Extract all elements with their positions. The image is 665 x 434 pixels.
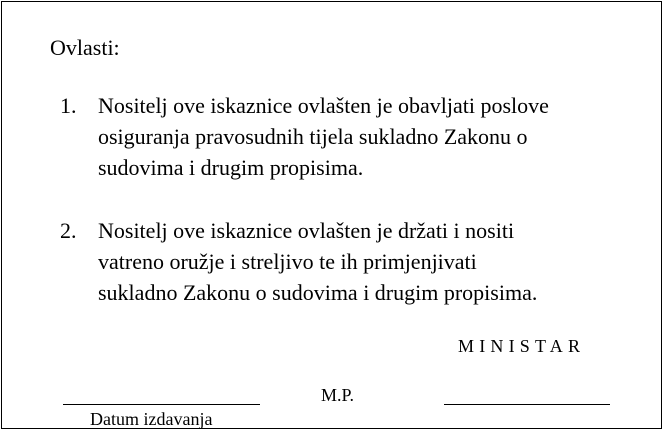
date-signature-line bbox=[63, 404, 260, 405]
authority-item-text bbox=[98, 90, 638, 183]
minister-title: MINISTAR bbox=[458, 336, 586, 356]
authority-item-line: Nositelj ove iskaznice ovlašten je držati i nositi bbox=[98, 218, 515, 243]
authority-item-line: osiguranja pravosudnih tijela sukladno Zakonu o bbox=[98, 124, 528, 149]
authority-item-text bbox=[98, 215, 638, 308]
authority-item-number: 2. bbox=[60, 218, 77, 243]
authority-item-line: vatreno oružje i streljivo te ih primjenjivati bbox=[98, 249, 477, 274]
authority-item-line: sudovima i drugim propisima. bbox=[98, 155, 364, 180]
authority-item-line: Nositelj ove iskaznice ovlašten je obavljati poslove bbox=[98, 93, 549, 118]
authority-item-number: 1. bbox=[60, 93, 77, 118]
authority-item-line: sukladno Zakonu o sudovima i drugim propisima. bbox=[98, 280, 538, 305]
authority-card bbox=[1, 1, 662, 429]
minister-signature-line bbox=[444, 404, 610, 405]
issue-date-label: Datum izdavanja bbox=[90, 409, 213, 429]
authorities-heading: Ovlasti: bbox=[50, 35, 120, 60]
stamp-placeholder-label: M.P. bbox=[321, 385, 355, 405]
